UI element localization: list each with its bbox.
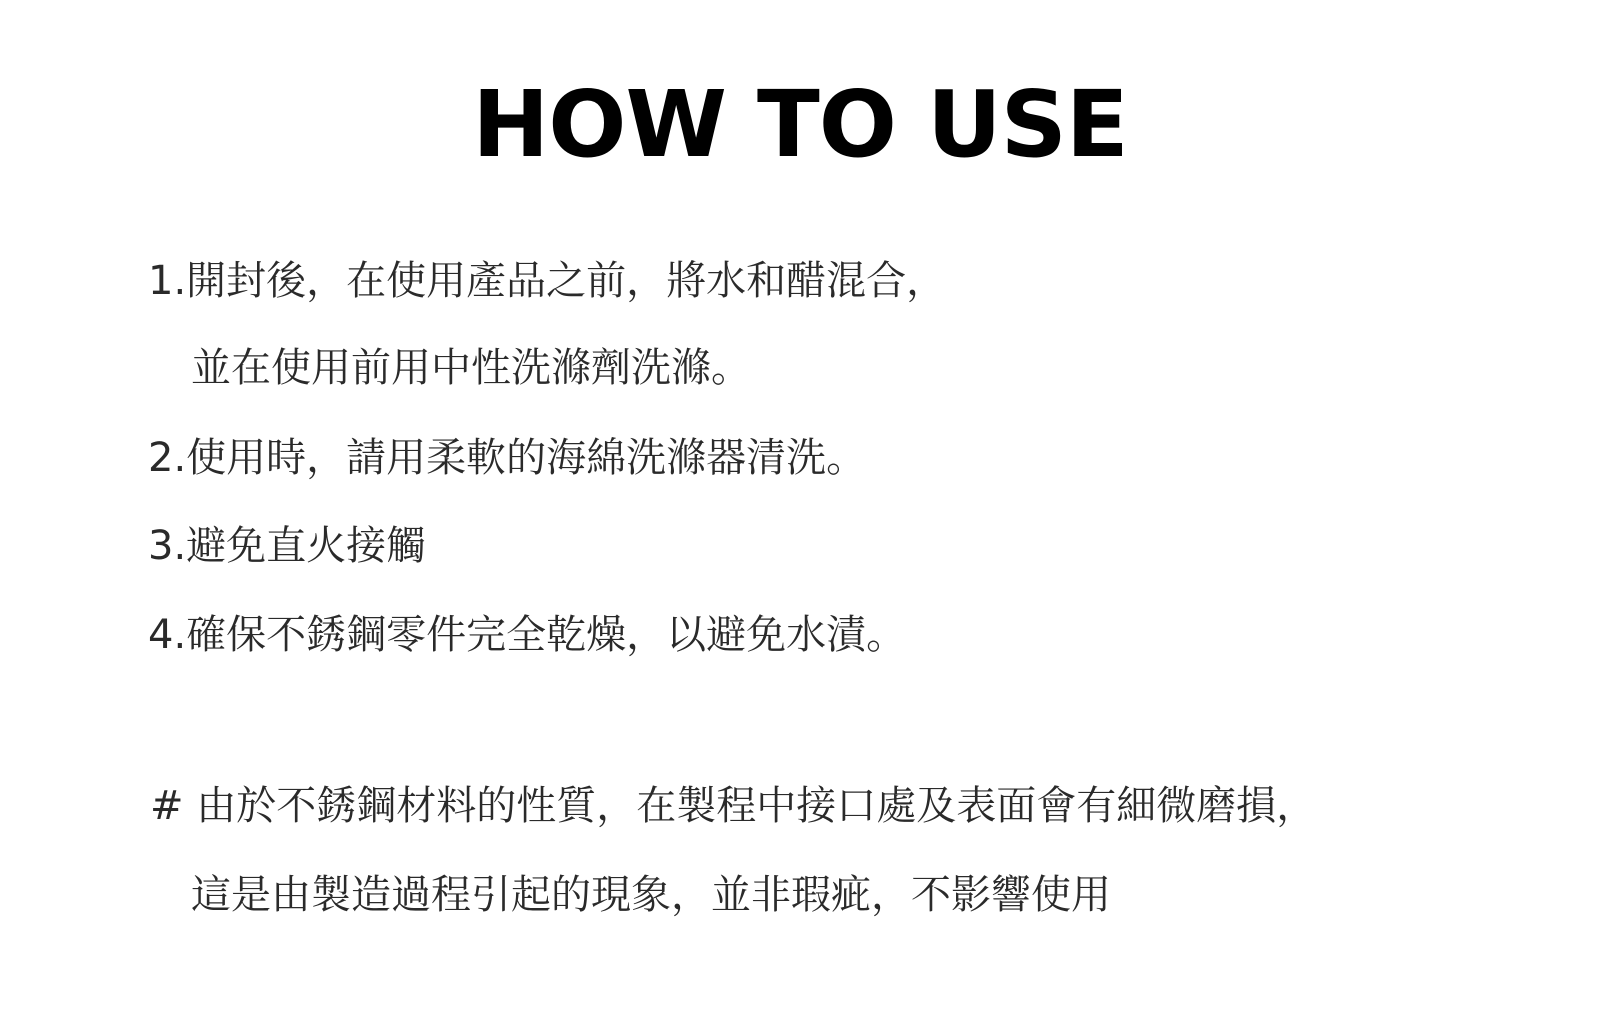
- step-2: 2.使用時，請用柔軟的海綿洗滌器清洗。: [148, 435, 867, 481]
- note-line-2: 這是由製造過程引起的現象，並非瑕疵，不影響使用: [191, 872, 1111, 918]
- page-title: HOW TO USE: [472, 71, 1128, 178]
- step-1-line-1: 1.開封後，在使用產品之前，將水和醋混合，: [148, 258, 947, 304]
- note-line-1: # 由於不銹鋼材料的性質，在製程中接口處及表面會有細微磨損，: [150, 783, 1317, 829]
- step-3: 3.避免直火接觸: [148, 523, 427, 569]
- step-4: 4.確保不銹鋼零件完全乾燥，以避免水漬。: [148, 612, 907, 658]
- step-1-line-2: 並在使用前用中性洗滌劑洗滌。: [191, 345, 751, 391]
